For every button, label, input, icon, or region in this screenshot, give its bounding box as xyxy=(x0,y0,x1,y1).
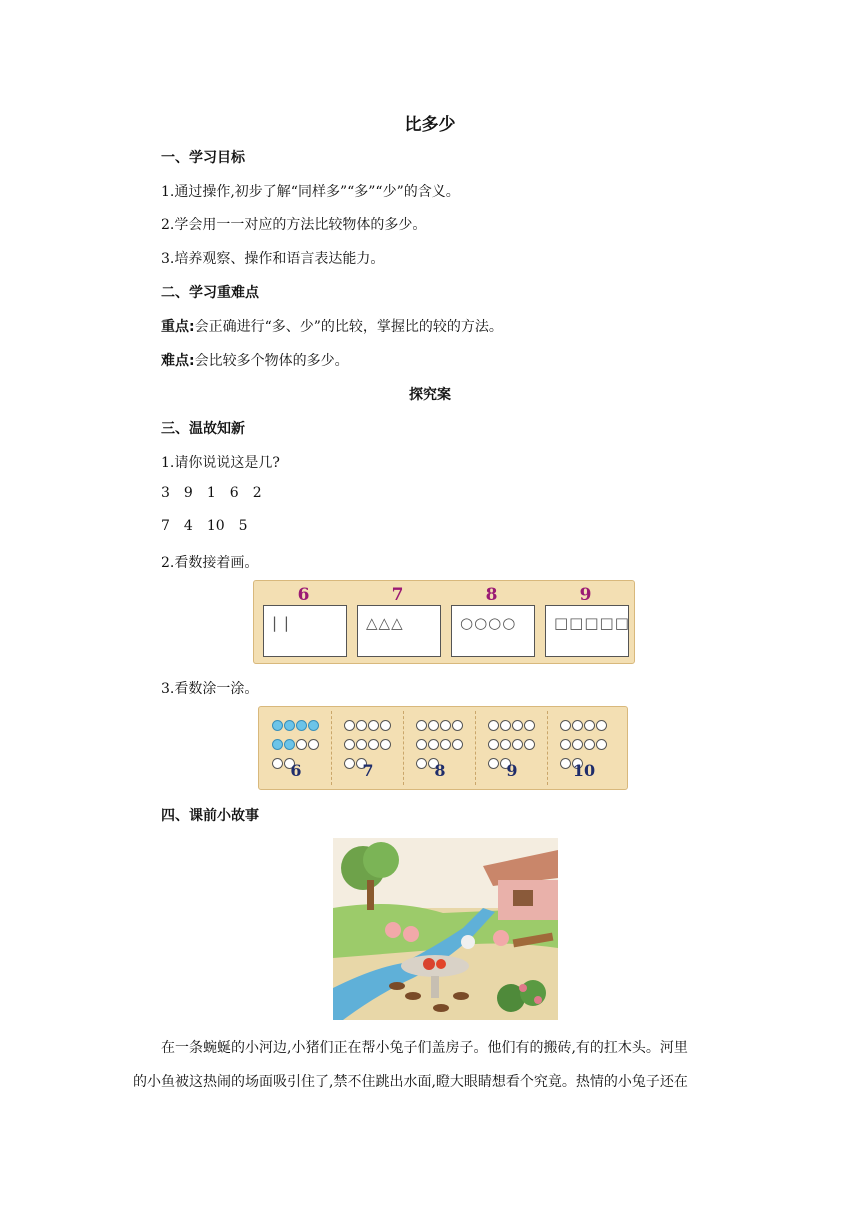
empty-circle xyxy=(440,720,451,731)
empty-circle xyxy=(584,739,595,750)
empty-circle xyxy=(380,739,391,750)
empty-circle xyxy=(488,739,499,750)
goal-item-2: 2.学会用一一对应的方法比较物体的多少。 xyxy=(161,217,427,233)
filled-circle xyxy=(284,739,295,750)
number: 3 xyxy=(161,485,170,501)
empty-circle xyxy=(512,739,523,750)
card-number: 8 xyxy=(434,761,446,780)
number: 4 xyxy=(183,518,193,534)
card-number: 6 xyxy=(290,761,302,780)
empty-circle xyxy=(344,739,355,750)
empty-circle xyxy=(308,739,319,750)
page-title: 比多少 xyxy=(404,115,456,135)
subtitle: 探究案 xyxy=(409,387,451,403)
section-heading-story: 四、课前小故事 xyxy=(161,808,259,824)
goal-item-1: 1.通过操作,初步了解“同样多”“多”“少”的含义。 xyxy=(161,184,460,200)
number: 5 xyxy=(238,518,248,534)
empty-circle xyxy=(512,720,523,731)
empty-circle xyxy=(488,720,499,731)
drawn-shapes: | | xyxy=(272,614,290,632)
empty-circle xyxy=(428,720,439,731)
question-3: 3.看数涂一涂。 xyxy=(161,681,259,697)
empty-circle xyxy=(440,739,451,750)
number: 10 xyxy=(206,518,225,534)
color-card xyxy=(261,711,332,785)
question-2: 2.看数接着画。 xyxy=(161,555,259,571)
draw-card xyxy=(257,585,350,659)
card-number: 7 xyxy=(362,761,374,780)
draw-box xyxy=(357,605,441,657)
key-label: 重点: xyxy=(161,319,195,335)
card-number: 7 xyxy=(391,585,404,605)
empty-circle xyxy=(524,720,535,731)
empty-circle xyxy=(452,720,463,731)
card-number: 10 xyxy=(572,761,596,780)
empty-circle xyxy=(560,739,571,750)
empty-circle xyxy=(500,720,511,731)
empty-circle xyxy=(596,720,607,731)
empty-circle xyxy=(572,720,583,731)
story-illustration xyxy=(333,838,558,1020)
filled-circle xyxy=(272,739,283,750)
empty-circle xyxy=(416,739,427,750)
section-heading-review: 三、温故知新 xyxy=(161,421,245,437)
drawn-shapes: □□□□□ xyxy=(554,614,630,632)
empty-circle xyxy=(380,720,391,731)
empty-circle xyxy=(428,739,439,750)
section-heading-key-points: 二、学习重难点 xyxy=(161,285,259,301)
number: 1 xyxy=(206,485,216,501)
draw-by-number-figure xyxy=(253,580,635,664)
empty-circle xyxy=(452,739,463,750)
color-card xyxy=(333,711,404,785)
filled-circle xyxy=(308,720,319,731)
card-number: 9 xyxy=(506,761,518,780)
drawn-shapes: △△△ xyxy=(366,614,404,632)
empty-circle xyxy=(584,720,595,731)
number-row-1 xyxy=(161,485,276,501)
number: 6 xyxy=(229,485,239,501)
number: 2 xyxy=(252,485,262,501)
difficult-point xyxy=(161,350,349,370)
empty-circle xyxy=(296,739,307,750)
section-heading-goals: 一、学习目标 xyxy=(161,150,245,166)
empty-circle xyxy=(368,739,379,750)
color-by-number-figure xyxy=(258,706,628,790)
empty-circle xyxy=(572,739,583,750)
empty-circle xyxy=(500,739,511,750)
key-text: 会正确进行“多、少”的比较，掌握比的较的方法。 xyxy=(194,319,503,335)
draw-card xyxy=(351,585,444,659)
goal-item-3: 3.培养观察、操作和语言表达能力。 xyxy=(161,251,385,267)
story-paragraph-line-2: 的小鱼被这热闹的场面吸引住了,禁不住跳出水面,瞪大眼睛想看个究竟。热情的小兔子还在 xyxy=(133,1074,688,1090)
empty-circle xyxy=(560,720,571,731)
color-card xyxy=(549,711,619,785)
empty-circle xyxy=(356,739,367,750)
filled-circle xyxy=(272,720,283,731)
number-row-2 xyxy=(161,518,262,534)
color-card xyxy=(477,711,548,785)
draw-box xyxy=(545,605,629,657)
story-paragraph-line-1: 在一条蜿蜒的小河边,小猪们正在帮小兔子们盖房子。他们有的搬砖,有的扛木头。河里 xyxy=(161,1040,688,1056)
number: 9 xyxy=(183,485,193,501)
empty-circle xyxy=(356,720,367,731)
draw-box xyxy=(451,605,535,657)
empty-circle xyxy=(416,720,427,731)
filled-circle xyxy=(296,720,307,731)
draw-box xyxy=(263,605,347,657)
number: 7 xyxy=(161,518,170,534)
card-number: 9 xyxy=(579,585,592,605)
color-card xyxy=(405,711,476,785)
draw-card xyxy=(445,585,538,659)
card-number: 8 xyxy=(485,585,498,605)
empty-circle xyxy=(344,720,355,731)
drawn-shapes: ○○○○ xyxy=(460,614,517,632)
empty-circle xyxy=(596,739,607,750)
key-point xyxy=(161,316,503,336)
question-1: 1.请你说说这是几? xyxy=(161,455,280,471)
card-number: 6 xyxy=(297,585,310,605)
filled-circle xyxy=(284,720,295,731)
difficult-text: 会比较多个物体的多少。 xyxy=(194,353,349,369)
empty-circle xyxy=(368,720,379,731)
difficult-label: 难点: xyxy=(161,353,195,369)
draw-card xyxy=(539,585,632,659)
empty-circle xyxy=(524,739,535,750)
